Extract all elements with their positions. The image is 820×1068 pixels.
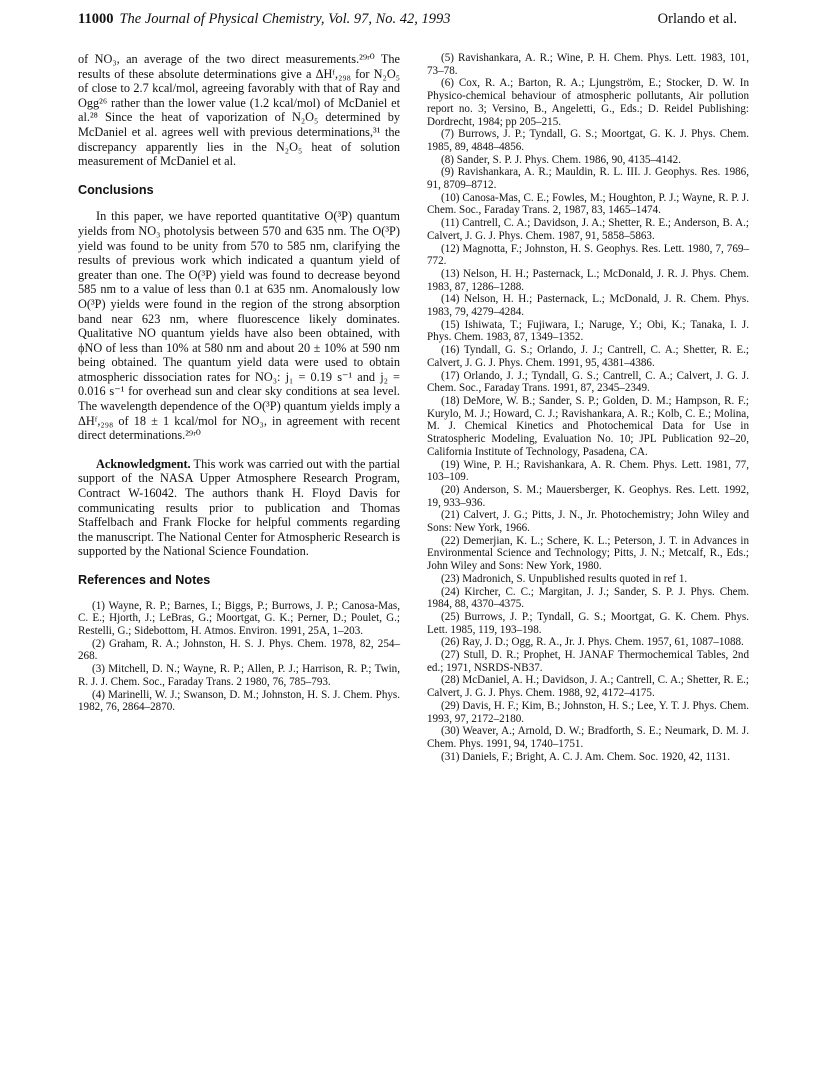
acknowledgment-text: This work was carried out with the partial support of the NASA Upper Atmosphere Research Program, Contract W-16042. The authors thank H. Floyd Davis for communicating results prior to publication and Thomas Staffelbach and Frank Flocke for helpful comments regarding the manuscript. The National Center for Atmospheric Research is supported by the National Science Foundation. [78, 456, 400, 559]
reference-item: (26) Ray, J. D.; Ogg, R. A., Jr. J. Phys. Chem. 1957, 61, 1087–1088. [441, 636, 744, 649]
reference-item: (21) Calvert, J. G.; Pitts, J. N., Jr. Photochemistry; John Wiley and Sons: New York, 1966. [427, 509, 749, 535]
page-number: 11000 [78, 11, 114, 27]
reference-item: (7) Burrows, J. P.; Tyndall, G. S.; Moortgat, G. K. J. Phys. Chem. 1985, 89, 4848–4856. [427, 128, 749, 153]
reference-item: (18) DeMore, W. B.; Sander, S. P.; Golden, D. M.; Hampson, R. F.; Kurylo, M. J.; Howard, C. J.; Ravishankara, A. R.; Kolb, C. E.; Molina, M. J. Chemical Kinetics and Photochemical Data for Use in Stratospheric Modeling, Evaluation No. 10; JPL Publication 92–20, California Institute of Technology, Pasadena, CA. [427, 394, 749, 458]
references-heading: References and Notes [78, 573, 211, 587]
reference-item: (2) Graham, R. A.; Johnston, H. S. J. Phys. Chem. 1978, 82, 254–268. [78, 637, 400, 663]
results-paragraph: of NO₃, an average of the two direct measurements.²⁹ʳ⁰ The results of these absolute determinations give a ΔHᶠ,₂₉₈ for N₂O₅ of close to 2.7 kcal/mol, agreeing favorably with that of Ray and Ogg²⁶ rather than the lower value (1.2 kcal/mol) of McDaniel et al.²⁸ Since the heat of vaporization of N₂O₅ determined by McDaniel et al. agrees well with previous determinations,³¹ the discrepancy apparently lies in the N₂O₅ heat of solution measurement of McDaniel et al. [78, 52, 400, 169]
reference-item: (17) Orlando, J. J.; Tyndall, G. S.; Cantrell, C. A.; Calvert, J. G. J. Chem. Soc., Faraday Trans. 1991, 87, 2345–2349. [427, 369, 749, 395]
reference-item: (3) Mitchell, D. N.; Wayne, R. P.; Allen, P. J.; Harrison, R. P.; Twin, R. J. J. Chem. Soc., Faraday Trans. 2 1980, 76, 785–793. [78, 663, 400, 688]
reference-item: (23) Madronich, S. Unpublished results quoted in ref 1. [441, 572, 688, 585]
conclusions-paragraph: In this paper, we have reported quantitative O(³P) quantum yields from NO₃ photolysis between 570 and 635 nm. The O(³P) yield was found to be unity from 570 to 585 nm, clarifying the results of previous work which indicated a quantum yield of greater than one. The O(³P) yield was found to decrease beyond 585 nm to a value of less than 0.1 at 635 nm. Anomalously low O(³P) yields were found in the region of the strong absorption band near 623 nm, where fluorescence likely dominates. Qualitative NO quantum yields have also been obtained, with ϕNO of less than 10% at 580 nm and about 20 ± 10% at 590 nm being obtained. The quantum yield data were used to obtain atmospheric dissociation rates for NO₃: j₁ = 0.19 s⁻¹ and j₂ = 0.016 s⁻¹ for overhead sun and clear sky conditions at sea level. The wavelength dependence of the O(³P) quantum yields imply a ΔHᶠ,₂₉₈ of 18 ± 1 kcal/mol for NO₃, in agreement with recent direct determinations.²⁹ʳ⁰ [78, 209, 400, 443]
page-header [78, 11, 737, 33]
running-authors: Orlando et al. [657, 11, 737, 27]
reference-item: (28) McDaniel, A. H.; Davidson, J. A.; Cantrell, C. A.; Shetter, R. E.; Calvert, J. G. J. Phys. Chem. 1988, 92, 4172–4175. [427, 674, 749, 700]
reference-item: (20) Anderson, S. M.; Mauersberger, K. Geophys. Res. Lett. 1992, 19, 933–936. [427, 483, 749, 509]
reference-item: (9) Ravishankara, A. R.; Mauldin, R. L. III. J. Geophys. Res. 1986, 91, 8709–8712. [427, 166, 749, 192]
journal-citation: The Journal of Physical Chemistry, Vol. 97, No. 42, 1993 [119, 11, 451, 27]
reference-item: (11) Cantrell, C. A.; Davidson, J. A.; Shetter, R. E.; Anderson, B. A.; Calvert, J. G. J. Phys. Chem. 1987, 91, 5858–5863. [427, 217, 749, 242]
reference-item: (12) Magnotta, F.; Johnston, H. S. Geophys. Res. Lett. 1980, 7, 769–772. [427, 242, 749, 268]
reference-item: (16) Tyndall, G. S.; Orlando, J. J.; Cantrell, C. A.; Shetter, R. E.; Calvert, J. G. J. Phys. Chem. 1991, 95, 4381–4386. [427, 344, 749, 369]
reference-item: (19) Wine, P. H.; Ravishankara, A. R. Chem. Phys. Lett. 1981, 77, 103–109. [427, 458, 749, 484]
conclusions-heading: Conclusions [78, 182, 154, 197]
reference-item: (25) Burrows, J. P.; Tyndall, G. S.; Moortgat, G. K. Chem. Phys. Lett. 1985, 119, 193–198. [427, 610, 749, 636]
reference-item: (24) Kircher, C. C.; Margitan, J. J.; Sander, S. P. J. Phys. Chem. 1984, 88, 4370–4375. [427, 585, 749, 611]
reference-item: (5) Ravishankara, A. R.; Wine, P. H. Chem. Phys. Lett. 1983, 101, 73–78. [427, 52, 749, 77]
acknowledgment-label: Acknowledgment. [96, 456, 191, 471]
references-list-left [78, 600, 400, 714]
reference-item: (29) Davis, H. F.; Kim, B.; Johnston, H. S.; Lee, Y. T. J. Phys. Chem. 1993, 97, 2172–2180. [427, 699, 749, 725]
acknowledgment-paragraph [78, 457, 400, 559]
reference-item: (14) Nelson, H. H.; Pasternack, L.; McDonald, J. R. Chem. Phys. 1983, 79, 4279–4284. [427, 293, 749, 319]
reference-item: (6) Cox, R. A.; Barton, R. A.; Ljungström, E.; Stocker, D. W. In Physico-chemical behaviour of atmospheric pollutants, Air pollution report no. 3; Versino, B., Angeletti, G., Eds.; D. Reidel Publishing: Dordrecht, 1984; pp 205–215. [427, 77, 749, 128]
reference-item: (27) Stull, D. R.; Prophet, H. JANAF Thermochemical Tables, 2nd ed.; 1971, NSRDS-NB37. [427, 649, 749, 674]
right-column-references [427, 52, 749, 763]
reference-item: (8) Sander, S. P. J. Phys. Chem. 1986, 90, 4135–4142. [441, 153, 681, 166]
reference-item: (4) Marinelli, W. J.; Swanson, D. M.; Johnston, H. S. J. Chem. Phys. 1982, 76, 2864–2870. [78, 688, 400, 714]
reference-item: (22) Demerjian, K. L.; Schere, K. L.; Peterson, J. T. in Advances in Environmental Science and Technology; Pitts, J. N.; Metcalf, R., Eds.; John Wiley and Sons: New York, 1980. [427, 534, 749, 573]
reference-item: (1) Wayne, R. P.; Barnes, I.; Biggs, P.; Burrows, J. P.; Canosa-Mas, C. E.; Hjorth, J.; LeBras, G.; Moortgat, G. K.; Perner, D.; Poulet, G.; Restelli, G.; Sidebottom, H. Atmos. Environ. 1991, 25A, 1–203. [78, 599, 400, 637]
reference-item: (31) Daniels, F.; Bright, A. C. J. Am. Chem. Soc. 1920, 42, 1131. [441, 750, 730, 763]
reference-item: (15) Ishiwata, T.; Fujiwara, I.; Naruge, Y.; Obi, K.; Tanaka, I. J. Phys. Chem. 1983, 87, 1349–1352. [427, 318, 749, 344]
left-column [78, 52, 400, 714]
reference-item: (13) Nelson, H. H.; Pasternack, L.; McDonald, J. R. J. Phys. Chem. 1983, 87, 1286–1288. [427, 267, 749, 293]
reference-item: (10) Canosa-Mas, C. E.; Fowles, M.; Houghton, P. J.; Wayne, R. P. J. Chem. Soc., Faraday Trans. 2, 1987, 83, 1465–1474. [427, 191, 749, 217]
reference-item: (30) Weaver, A.; Arnold, D. W.; Bradforth, S. E.; Neumark, D. M. J. Chem. Phys. 1991, 94, 1740–1751. [427, 725, 749, 750]
